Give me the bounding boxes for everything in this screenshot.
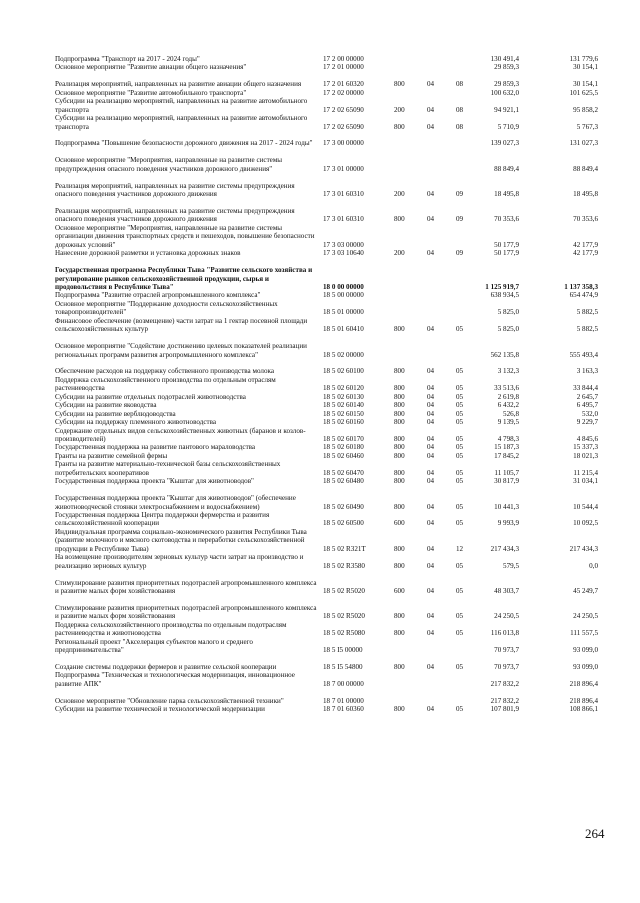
row-rz: 04	[427, 435, 435, 444]
row-amount-2: 31 034,1	[573, 477, 598, 486]
row-code: 18 0 00 00000	[323, 283, 364, 292]
row-code: 18 5 02 60480	[323, 477, 364, 486]
row-pr: 05	[456, 384, 464, 393]
row-rz: 04	[427, 629, 435, 638]
row-name: Субсидии на реализацию мероприятий, направленных на развитие автомобильного транспорта	[55, 114, 308, 131]
row-rz: 04	[427, 190, 435, 199]
row-code: 17 3 00 00000	[323, 139, 364, 148]
row-amount-1: 6 432,2	[497, 401, 519, 410]
row-rz: 04	[427, 443, 435, 452]
row-amount-2: 24 250,5	[573, 612, 598, 621]
row-amount-1: 50 177,9	[494, 249, 519, 258]
row-amount-2: 95 858,2	[573, 105, 598, 114]
row-amount-1: 217 832,2	[490, 696, 519, 705]
row-amount-2: 2 645,7	[576, 392, 598, 401]
row-pr: 08	[456, 122, 464, 131]
row-amount-1: 4 798,3	[497, 435, 519, 444]
row-rz: 04	[427, 249, 435, 258]
row-amount-2: 93 099,0	[573, 646, 598, 655]
row-pr: 05	[456, 418, 464, 427]
row-name: Государственная поддержка проекта "Кыштаг для животноводов"	[55, 477, 254, 486]
row-rz: 04	[427, 418, 435, 427]
row-vr: 800	[394, 367, 405, 376]
row-rz: 04	[427, 663, 435, 672]
row-rz: 04	[427, 80, 435, 89]
row-name: Стимулирование развития приоритетных подотраслей агропромышленного комплекса и развитие малых форм хозяйствования	[55, 603, 317, 621]
row-pr: 09	[456, 215, 464, 224]
row-pr: 05	[456, 367, 464, 376]
row-vr: 800	[394, 544, 405, 553]
row-name: Поддержка сельскохозяйственного производства по отдельным отраслям растениеводства	[55, 375, 276, 393]
table-row	[55, 291, 615, 299]
table-row	[55, 511, 615, 528]
row-amount-1: 107 801,9	[490, 705, 519, 714]
row-amount-2: 218 896,4	[569, 696, 598, 705]
row-code: 18 5 I5 00000	[323, 646, 363, 655]
row-code: 18 5 01 60410	[323, 325, 364, 334]
row-amount-2: 131 027,3	[569, 139, 598, 148]
row-amount-2: 30 154,1	[573, 80, 598, 89]
row-amount-1: 5 710,9	[497, 122, 519, 131]
row-amount-2: 10 092,5	[573, 519, 598, 528]
table-row	[55, 224, 615, 249]
row-rz: 04	[427, 502, 435, 511]
row-name: Гранты на развитие семейной фермы	[55, 451, 168, 460]
row-pr: 05	[456, 629, 464, 638]
table-row	[55, 334, 615, 359]
row-amount-1: 100 632,0	[490, 88, 519, 97]
table-row	[55, 655, 615, 672]
row-rz: 04	[427, 384, 435, 393]
row-vr: 800	[394, 392, 405, 401]
table-row	[55, 688, 615, 705]
row-code: 18 5 02 60100	[323, 367, 364, 376]
row-code: 17 3 01 60310	[323, 215, 364, 224]
table-row	[55, 528, 615, 553]
row-pr: 09	[456, 190, 464, 199]
row-rz: 04	[427, 367, 435, 376]
row-pr: 05	[456, 435, 464, 444]
row-amount-1: 2 619,8	[497, 392, 519, 401]
row-vr: 800	[394, 443, 405, 452]
row-amount-2: 101 625,5	[569, 88, 598, 97]
row-pr: 05	[456, 392, 464, 401]
row-name: Основное мероприятие "Развитие авиации общего назначения"	[55, 63, 247, 72]
row-code: 18 5 02 60150	[323, 409, 364, 418]
table-row	[55, 410, 615, 418]
row-code: 18 5 I5 54800	[323, 663, 363, 672]
row-name: Государственная поддержка на развитие пантового мараловодства	[55, 443, 256, 452]
row-code: 18 5 02 60460	[323, 451, 364, 460]
row-amount-2: 70 353,6	[573, 215, 598, 224]
row-rz: 04	[427, 468, 435, 477]
table-row	[55, 672, 615, 689]
row-amount-2: 11 215,4	[573, 468, 598, 477]
row-pr: 05	[456, 519, 464, 528]
row-vr: 800	[394, 80, 405, 89]
row-code: 18 5 02 R321T	[323, 544, 366, 553]
row-amount-2: 0,0	[589, 561, 598, 570]
row-pr: 05	[456, 468, 464, 477]
table-row	[55, 477, 615, 485]
row-rz: 04	[427, 105, 435, 114]
row-code: 18 7 01 00000	[323, 696, 364, 705]
row-amount-2: 4 845,6	[576, 435, 598, 444]
table-row	[55, 376, 615, 393]
row-amount-2: 6 495,7	[576, 401, 598, 410]
row-amount-2: 9 229,7	[576, 418, 598, 427]
row-code: 17 3 01 00000	[323, 164, 364, 173]
row-rz: 04	[427, 401, 435, 410]
row-rz: 04	[427, 325, 435, 334]
row-name: Нанесение дорожной разметки и установка дорожных знаков	[55, 249, 241, 258]
row-name: Субсидии на поддержку племенного животноводства	[55, 418, 216, 427]
row-code: 17 2 01 60320	[323, 80, 364, 89]
row-rz: 04	[427, 477, 435, 486]
row-vr: 800	[394, 629, 405, 638]
row-amount-1: 30 817,9	[494, 477, 519, 486]
row-amount-1: 11 105,7	[494, 468, 519, 477]
row-code: 17 2 01 00000	[323, 63, 364, 72]
row-amount-1: 526,8	[503, 409, 519, 418]
row-name: Региональный проект "Акселерация субъектов малого и среднего предпринимательства"	[55, 637, 253, 655]
row-vr: 800	[394, 477, 405, 486]
row-amount-2: 555 493,4	[569, 350, 598, 359]
row-code: 18 5 02 R5020	[323, 587, 365, 596]
row-name: Основное мероприятие "Мероприятия, направленные на развитие системы организации движения транспортных средств и пешеходов, повышение безопасности дорожных условий"	[55, 223, 315, 249]
row-amount-1: 9 993,9	[497, 519, 519, 528]
row-name: Основное мероприятие "Поддержание доходности сельскохозяйственных товаропроизводителей"	[55, 299, 278, 317]
row-vr: 800	[394, 215, 405, 224]
row-name: Создание системы поддержки фермеров и развитие сельской кооперации	[55, 663, 277, 672]
table-row	[55, 55, 615, 63]
budget-table	[55, 55, 615, 714]
row-name: Финансовое обеспечение (возмещение) части затрат на 1 гектар посевной площади сельскохозяйственных культур	[55, 316, 308, 334]
row-pr: 08	[456, 105, 464, 114]
row-name: Подпрограмма "Техническая и технологическая модернизация, инновационное развитие АПК"	[55, 671, 295, 688]
row-name: Субсидии на развитие отдельных подотраслей животноводства	[55, 392, 246, 401]
row-amount-1: 562 135,8	[490, 350, 519, 359]
row-name: Субсидии на развитие технической и технологической модернизации	[55, 705, 265, 714]
table-row	[55, 486, 615, 511]
row-vr: 800	[394, 468, 405, 477]
row-rz: 04	[427, 519, 435, 528]
table-row	[55, 393, 615, 401]
row-code: 18 5 02 60120	[323, 384, 364, 393]
row-name: Подпрограмма "Повышение безопасности дорожного движения на 2017 - 2024 годы"	[55, 139, 313, 148]
row-pr: 05	[456, 451, 464, 460]
table-row	[55, 595, 615, 620]
row-name: Субсидии на развитие верблюдоводства	[55, 409, 176, 418]
row-vr: 800	[394, 409, 405, 418]
table-row	[55, 249, 615, 257]
row-amount-1: 94 921,1	[494, 105, 519, 114]
row-code: 17 2 02 65090	[323, 105, 364, 114]
row-amount-2: 5 767,3	[576, 122, 598, 131]
table-row	[55, 131, 615, 148]
row-code: 18 5 02 60160	[323, 418, 364, 427]
row-amount-1: 3 132,3	[497, 367, 519, 376]
table-row	[55, 114, 615, 131]
row-name: Субсидии на реализацию мероприятий, направленных на развитие автомобильного транспорта	[55, 97, 308, 114]
row-code: 17 2 02 00000	[323, 88, 364, 97]
row-code: 17 3 01 60310	[323, 190, 364, 199]
row-amount-2: 30 154,1	[573, 63, 598, 72]
row-amount-2: 5 882,5	[576, 308, 598, 317]
row-vr: 200	[394, 249, 405, 258]
table-row	[55, 638, 615, 655]
row-vr: 800	[394, 418, 405, 427]
row-amount-2: 131 779,6	[569, 54, 598, 63]
row-name: Основное мероприятие "Обновление парка сельскохозяйственной техники"	[55, 696, 284, 705]
row-vr: 600	[394, 587, 405, 596]
row-vr: 800	[394, 663, 405, 672]
row-amount-2: 42 177,9	[573, 249, 598, 258]
row-vr: 800	[394, 325, 405, 334]
table-row	[55, 621, 615, 638]
table-row	[55, 460, 615, 477]
row-code: 18 5 02 60470	[323, 468, 364, 477]
row-pr: 12	[456, 544, 464, 553]
row-vr: 800	[394, 384, 405, 393]
row-amount-2: 10 544,4	[573, 502, 598, 511]
row-amount-1: 217 832,2	[490, 679, 519, 688]
row-pr: 05	[456, 663, 464, 672]
table-row	[55, 705, 615, 713]
row-amount-1: 70 973,7	[494, 663, 519, 672]
row-amount-1: 579,5	[503, 561, 519, 570]
row-amount-1: 1 125 919,7	[485, 283, 519, 292]
row-vr: 200	[394, 190, 405, 199]
row-code: 18 7 00 00000	[323, 679, 364, 688]
row-amount-2: 1 137 358,3	[564, 283, 598, 292]
table-row	[55, 317, 615, 334]
row-pr: 05	[456, 587, 464, 596]
row-name: Реализация мероприятий, направленных на развитие системы предупреждения опасного поведения участников дорожного движения	[55, 207, 295, 224]
row-name: Субсидии на развитие яководства	[55, 401, 157, 410]
row-pr: 05	[456, 561, 464, 570]
row-code: 18 5 02 R5080	[323, 629, 365, 638]
table-row	[55, 359, 615, 376]
table-row	[55, 173, 615, 198]
row-amount-2: 88 849,4	[573, 164, 598, 173]
table-row	[55, 258, 615, 292]
row-name: Государственная поддержка Центра поддержки фермерства и развития сельскохозяйственной кооперации	[55, 511, 270, 528]
row-amount-2: 42 177,9	[573, 240, 598, 249]
row-amount-1: 48 303,7	[494, 587, 519, 596]
row-pr: 09	[456, 249, 464, 258]
row-code: 17 2 00 00000	[323, 54, 364, 63]
row-code: 17 2 02 65090	[323, 122, 364, 131]
row-amount-1: 70 973,7	[494, 646, 519, 655]
row-amount-1: 130 491,4	[490, 54, 519, 63]
row-amount-1: 116 013,8	[490, 629, 519, 638]
row-code: 18 5 02 60180	[323, 443, 364, 452]
row-name: Основное мероприятие "Развитие автомобильного транспорта"	[55, 88, 247, 97]
row-amount-1: 29 859,3	[494, 80, 519, 89]
row-name: Реализация мероприятий, направленных на развитие авиации общего назначения	[55, 80, 302, 89]
row-amount-2: 654 474,9	[569, 291, 598, 300]
row-vr: 800	[394, 561, 405, 570]
row-code: 18 5 02 R5020	[323, 612, 365, 621]
row-amount-2: 217 434,3	[569, 544, 598, 553]
row-name: Подпрограмма "Транспорт на 2017 - 2024 годы"	[55, 54, 200, 63]
table-row	[55, 427, 615, 444]
row-name: Государственная поддержка проекта "Кыштаг для животноводов" (обеспечение животноводческой стоянки электроснабжением и водоснабжением)	[55, 494, 296, 511]
row-pr: 05	[456, 477, 464, 486]
row-name: Стимулирование развития приоритетных подотраслей агропромышленного комплекса и развитие малых форм хозяйствования	[55, 578, 317, 596]
table-row	[55, 553, 615, 570]
row-amount-1: 70 353,6	[494, 215, 519, 224]
row-name: Государственная программа Республики Тыва "Развитие сельского хозяйства и регулирование рынков сельскохозяйственной продукции, сырья и продовольствия в Республике Тыва"	[55, 266, 313, 292]
table-row	[55, 300, 615, 317]
row-code: 17 3 03 00000	[323, 240, 364, 249]
row-amount-2: 45 249,7	[573, 587, 598, 596]
row-pr: 05	[456, 502, 464, 511]
row-name: Основное мероприятие "Мероприятия, направленные на развитие системы предупреждения опасного поведения участников дорожного движения"	[55, 156, 283, 173]
row-amount-1: 638 934,5	[490, 291, 519, 300]
row-rz: 04	[427, 392, 435, 401]
row-pr: 05	[456, 409, 464, 418]
row-pr: 05	[456, 705, 464, 714]
row-code: 18 5 01 00000	[323, 308, 364, 317]
row-rz: 04	[427, 612, 435, 621]
row-vr: 800	[394, 401, 405, 410]
row-vr: 800	[394, 451, 405, 460]
table-row	[55, 452, 615, 460]
row-name: Поддержка сельскохозяйственного производства по отдельным подотраслям растениеводства и животноводства	[55, 620, 287, 638]
row-code: 18 5 02 60140	[323, 401, 364, 410]
row-amount-2: 532,0	[582, 409, 598, 418]
row-vr: 800	[394, 435, 405, 444]
row-amount-1: 5 825,0	[497, 325, 519, 334]
row-amount-2: 3 163,3	[576, 367, 598, 376]
table-row	[55, 443, 615, 451]
table-row	[55, 148, 615, 173]
row-vr: 200	[394, 105, 405, 114]
table-row	[55, 199, 615, 224]
page-number: 264	[585, 826, 605, 841]
row-rz: 04	[427, 451, 435, 460]
row-name: Обеспечение расходов на поддержку собственного производства молока	[55, 367, 274, 376]
row-pr: 05	[456, 612, 464, 621]
row-amount-1: 10 441,3	[494, 502, 519, 511]
table-row	[55, 63, 615, 71]
row-amount-2: 33 844,4	[573, 384, 598, 393]
row-name: Индивидуальная программа социально-экономического развития Республики Тыва (развитие молочного и мясного скотоводства и переработки сельскохозяйственной продукции в Республике Тыва)	[55, 527, 307, 553]
row-rz: 04	[427, 215, 435, 224]
row-rz: 04	[427, 409, 435, 418]
row-rz: 04	[427, 561, 435, 570]
row-vr: 800	[394, 502, 405, 511]
row-amount-1: 9 139,5	[497, 418, 519, 427]
row-amount-1: 18 495,8	[494, 190, 519, 199]
row-amount-1: 217 434,3	[490, 544, 519, 553]
row-rz: 04	[427, 705, 435, 714]
row-amount-2: 93 099,0	[573, 663, 598, 672]
row-amount-2: 18 021,3	[573, 451, 598, 460]
row-amount-1: 29 859,3	[494, 63, 519, 72]
row-amount-1: 139 027,3	[490, 139, 519, 148]
row-amount-1: 33 513,6	[494, 384, 519, 393]
row-rz: 04	[427, 587, 435, 596]
table-row	[55, 89, 615, 97]
row-name: Гранты на развитие материально-технической базы сельскохозяйственных потребительских кооперативов	[55, 460, 281, 477]
row-amount-2: 218 896,4	[569, 679, 598, 688]
row-code: 18 5 02 60500	[323, 519, 364, 528]
row-pr: 05	[456, 401, 464, 410]
row-code: 18 5 00 00000	[323, 291, 364, 300]
row-name: Содержание отдельных видов сельскохозяйственных животных (баранов и козлов-производителей)	[55, 426, 306, 444]
row-amount-1: 88 849,4	[494, 164, 519, 173]
row-code: 18 5 02 R3580	[323, 561, 365, 570]
row-amount-1: 15 187,3	[494, 443, 519, 452]
row-pr: 05	[456, 325, 464, 334]
row-amount-1: 50 177,9	[494, 240, 519, 249]
row-amount-2: 111 557,5	[570, 629, 598, 638]
table-row	[55, 418, 615, 426]
row-code: 18 5 02 60490	[323, 502, 364, 511]
row-name: Основное мероприятие "Содействие достижению целевых показателей реализации региональных программ развития агропромышленного комплекса"	[55, 342, 307, 359]
row-pr: 08	[456, 80, 464, 89]
row-amount-2: 15 337,3	[573, 443, 598, 452]
row-name: Подпрограмма "Развитие отраслей агропромышленного комплекса"	[55, 291, 261, 300]
row-code: 18 7 01 60360	[323, 705, 364, 714]
row-code: 18 5 02 60170	[323, 435, 364, 444]
row-pr: 05	[456, 443, 464, 452]
table-row	[55, 72, 615, 89]
row-rz: 04	[427, 544, 435, 553]
row-vr: 800	[394, 705, 405, 714]
row-vr: 600	[394, 519, 405, 528]
row-name: На возмещение производителям зерновых культур части затрат на производство и реализацию зерновых культур	[55, 553, 304, 570]
row-vr: 800	[394, 612, 405, 621]
row-code: 18 5 02 60130	[323, 392, 364, 401]
row-name: Реализация мероприятий, направленных на развитие системы предупреждения опасного поведения участников дорожного движения	[55, 181, 295, 199]
row-amount-1: 24 250,5	[494, 612, 519, 621]
row-amount-2: 5 882,5	[576, 325, 598, 334]
row-code: 18 5 02 00000	[323, 350, 364, 359]
row-code: 17 3 03 10640	[323, 249, 364, 258]
row-vr: 800	[394, 122, 405, 131]
row-amount-2: 18 495,8	[573, 190, 598, 199]
row-amount-2: 108 866,1	[569, 705, 598, 714]
row-amount-1: 5 825,0	[497, 308, 519, 317]
row-amount-1: 17 845,2	[494, 451, 519, 460]
row-rz: 04	[427, 122, 435, 131]
table-row	[55, 97, 615, 114]
table-row	[55, 401, 615, 409]
table-row	[55, 570, 615, 595]
